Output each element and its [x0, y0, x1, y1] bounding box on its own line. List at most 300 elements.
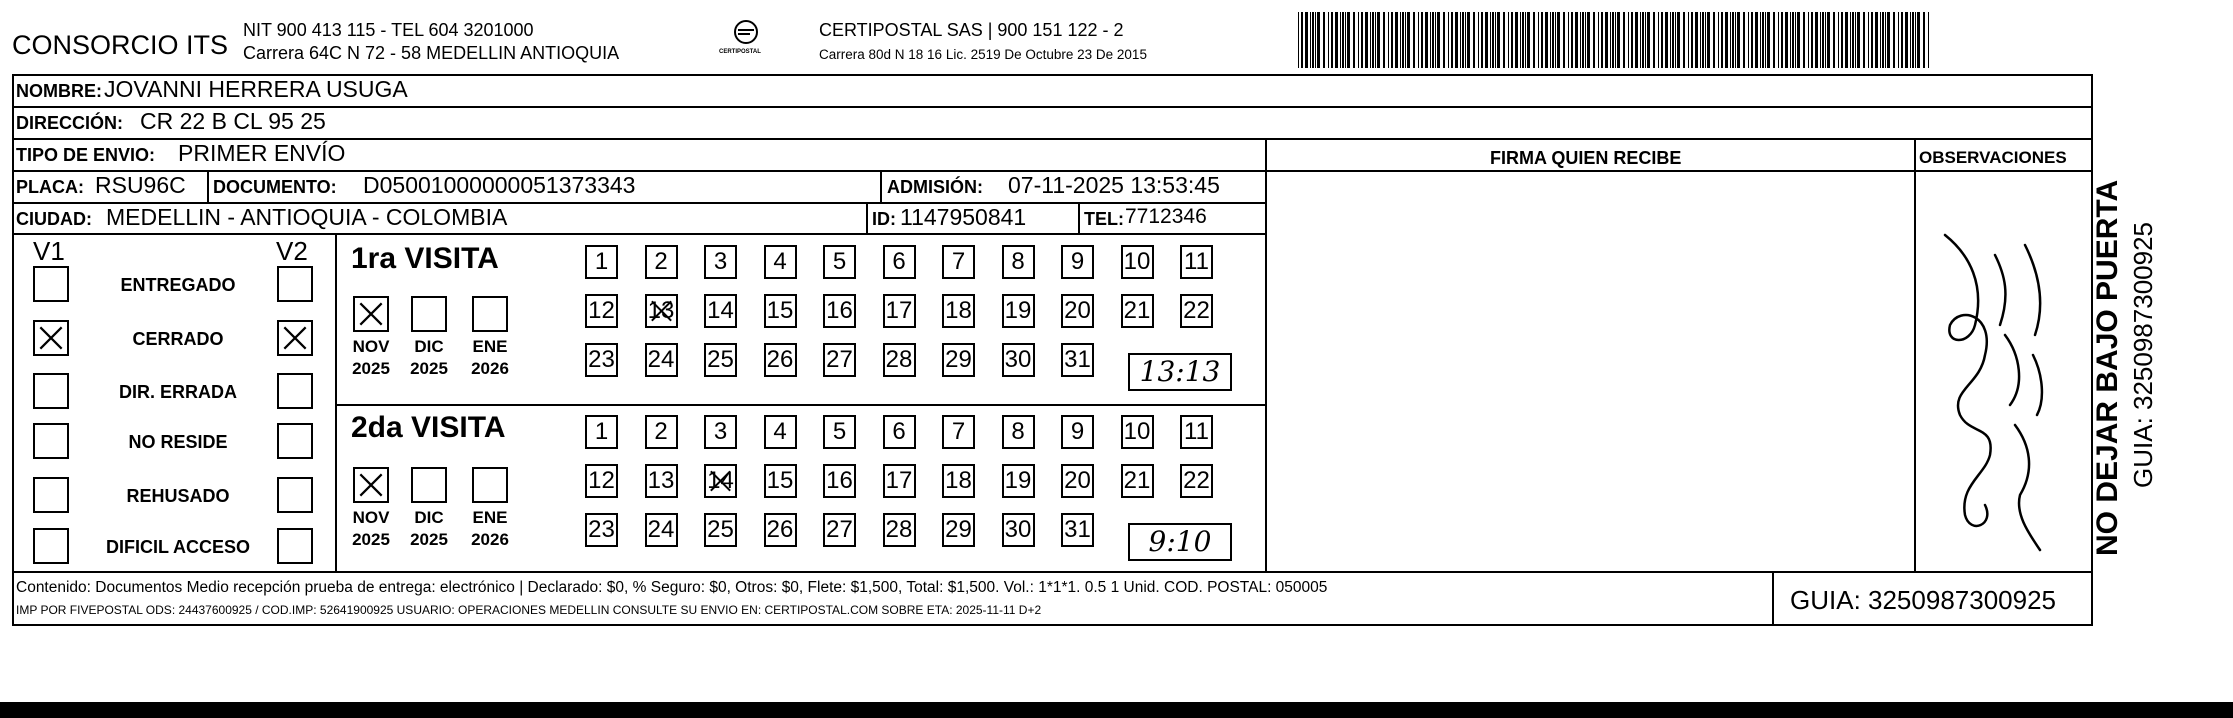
barcode-bar: [1898, 12, 1899, 68]
barcode-bar: [1460, 12, 1461, 68]
barcode-bar: [1631, 12, 1633, 68]
barcode-bar: [1617, 12, 1620, 68]
tel-label: TEL:: [1084, 209, 1124, 229]
second-month-name: ENE: [472, 508, 508, 527]
barcode-bar: [1833, 12, 1835, 68]
barcode-bar: [1342, 12, 1344, 68]
second-day-box[interactable]: 5: [823, 415, 856, 449]
v2-checkbox[interactable]: [277, 320, 313, 356]
barcode-bar: [1735, 12, 1736, 68]
second-day-box[interactable]: 9: [1061, 415, 1094, 449]
first-month-name: ENE: [472, 337, 508, 356]
barcode-bar: [1702, 12, 1704, 68]
first-day-box[interactable]: 20: [1061, 294, 1094, 328]
barcode-bar: [1885, 12, 1886, 68]
barcode-bar: [1375, 12, 1376, 68]
ciudad-label: CIUDAD:: [16, 209, 92, 229]
barcode-bar: [1473, 12, 1475, 68]
barcode-bar: [1792, 12, 1794, 68]
second-day-box[interactable]: 8: [1002, 415, 1035, 449]
documento-value: D05001000000051373343: [363, 172, 636, 198]
barcode-bar: [1743, 12, 1745, 68]
barcode-bar: [1852, 12, 1854, 68]
barcode-bar: [1628, 12, 1629, 68]
barcode-bar: [1760, 12, 1761, 68]
first-day-box[interactable]: 19: [1002, 294, 1035, 328]
barcode-bar: [1515, 12, 1518, 68]
barcode-bar: [1527, 12, 1530, 68]
first-month-checkbox[interactable]: [411, 296, 447, 332]
second-day-box[interactable]: 31: [1061, 513, 1094, 547]
barcode-bar: [1478, 12, 1479, 68]
barcode-bar: [1413, 12, 1415, 68]
barcode-bar: [1435, 12, 1436, 68]
barcode-bar: [1737, 12, 1740, 68]
barcode-bar: [1328, 12, 1329, 68]
barcode-bar: [1538, 12, 1539, 68]
barcode-bar: [1580, 12, 1581, 68]
barcode-bar: [1508, 12, 1509, 68]
barcode-bar: [1912, 12, 1914, 68]
barcode-bar: [1917, 12, 1920, 68]
documento-label: DOCUMENTO:: [213, 177, 337, 197]
footer-imp-line: IMP POR FIVEPOSTAL ODS: 24437600925 / COD.IMP: 52641900925 USUARIO: OPERACIONES MEDELLIN CONSULTE SU ENVIO EN: CERTIPOSTAL.COM SOBRE ETA: 2025-11-11 D+2: [16, 603, 1042, 617]
first-day-box[interactable]: 6: [883, 245, 916, 279]
barcode-bar: [1875, 12, 1878, 68]
barcode-bar: [1585, 12, 1586, 68]
first-month-checkbox[interactable]: [353, 296, 389, 332]
first-day-box[interactable]: 21: [1121, 294, 1154, 328]
second-day-box[interactable]: 29: [942, 513, 975, 547]
second-day-box[interactable]: 19: [1002, 464, 1035, 498]
footer-content-line: Contenido: Documentos Medio recepción prueba de entrega: electrónico | Declarado: $0, % Seguro: $0, Otros: $0, Flete: $1,500, Total: $1,500. Vol.: 1*1*1. 0.5 1 Unid. COD. POSTAL: 050005: [16, 579, 1328, 596]
tipo-envio-value: PRIMER ENVÍO: [178, 140, 346, 166]
v2-checkbox[interactable]: [277, 528, 313, 564]
first-day-box[interactable]: 8: [1002, 245, 1035, 279]
second-day-box[interactable]: 26: [764, 513, 797, 547]
second-day-box[interactable]: 30: [1002, 513, 1035, 547]
barcode-bar: [1437, 12, 1440, 68]
tipo-envio-label: TIPO DE ENVIO:: [16, 145, 156, 165]
barcode-bar: [1725, 12, 1728, 68]
barcode-bar: [1773, 12, 1775, 68]
barcode-bar: [1882, 12, 1884, 68]
barcode-bar: [1335, 12, 1338, 68]
barcode-bar: [1915, 12, 1916, 68]
second-day-box[interactable]: 7: [942, 415, 975, 449]
barcode-bar: [1868, 12, 1869, 68]
first-day-box[interactable]: 7: [942, 245, 975, 279]
second-month-checkbox[interactable]: [472, 467, 508, 503]
second-day-box[interactable]: 16: [823, 464, 856, 498]
first-month-year: 2025: [410, 359, 448, 378]
barcode-bar: [1467, 12, 1470, 68]
first-day-box[interactable]: 27: [823, 343, 856, 377]
barcode-bar: [1451, 12, 1453, 68]
barcode-bar: [1665, 12, 1668, 68]
barcode-bar: [1755, 12, 1758, 68]
direccion-value: CR 22 B CL 95 25: [140, 108, 326, 134]
barcode-bar: [1418, 12, 1419, 68]
logo-text: CERTIPOSTAL: [719, 49, 761, 55]
barcode-bar: [1785, 12, 1788, 68]
barcode-bar: [1443, 12, 1445, 68]
second-day-box[interactable]: 6: [883, 415, 916, 449]
first-day-box[interactable]: 30: [1002, 343, 1035, 377]
v2-checkbox[interactable]: [277, 266, 313, 302]
first-day-box[interactable]: 16: [823, 294, 856, 328]
footer-guia: GUIA: 3250987300925: [1790, 585, 2056, 615]
barcode-bar: [1778, 12, 1779, 68]
barcode-bar: [1845, 12, 1848, 68]
barcode-bar: [1425, 12, 1428, 68]
barcode-bar: [1790, 12, 1791, 68]
second-day-box[interactable]: 4: [764, 415, 797, 449]
nombre-label: NOMBRE:: [16, 81, 102, 101]
first-day-box[interactable]: 3: [704, 245, 737, 279]
first-day-box[interactable]: 29: [942, 343, 975, 377]
reason-label: REHUSADO: [126, 486, 230, 506]
direccion-label: DIRECCIÓN:: [16, 113, 123, 133]
second-month-year: 2026: [471, 530, 509, 549]
id-value: 1147950841: [900, 204, 1027, 230]
barcode-bar: [1305, 12, 1308, 68]
v2-checkbox[interactable]: [277, 477, 313, 513]
bottom-bar: [0, 702, 2233, 718]
barcode: [1298, 12, 1933, 68]
barcode-bar: [1850, 12, 1851, 68]
barcode-bar: [1707, 12, 1710, 68]
barcode-bar: [1323, 12, 1325, 68]
v1-checkbox[interactable]: [33, 373, 69, 409]
first-month-year: 2025: [352, 359, 390, 378]
first-day-box[interactable]: 5: [823, 245, 856, 279]
first-day-box[interactable]: 10: [1121, 245, 1154, 279]
barcode-bar: [1598, 12, 1599, 68]
barcode-bar: [1340, 12, 1341, 68]
barcode-bar: [1751, 12, 1753, 68]
first-day-box[interactable]: 26: [764, 343, 797, 377]
barcode-bar: [1520, 12, 1521, 68]
barcode-bar: [1593, 12, 1595, 68]
first-day-box[interactable]: 15: [764, 294, 797, 328]
barcode-bar: [1601, 12, 1603, 68]
barcode-bar: [1555, 12, 1556, 68]
first-visit-time: 13:13: [1128, 353, 1232, 391]
barcode-bar: [1347, 12, 1350, 68]
barcode-bar: [1533, 12, 1535, 68]
barcode-bar: [1871, 12, 1873, 68]
second-month-checkbox[interactable]: [411, 467, 447, 503]
first-day-box[interactable]: 31: [1061, 343, 1094, 377]
second-day-box[interactable]: 22: [1180, 464, 1213, 498]
second-day-box[interactable]: 25: [704, 513, 737, 547]
second-day-box[interactable]: 2: [645, 415, 678, 449]
barcode-bar: [1481, 12, 1483, 68]
placa-value: RSU96C: [95, 172, 186, 198]
barcode-bar: [1808, 12, 1809, 68]
barcode-bar: [1557, 12, 1560, 68]
barcode-bar: [1661, 12, 1663, 68]
barcode-bar: [1713, 12, 1715, 68]
barcode-bar: [1718, 12, 1719, 68]
barcode-bar: [1647, 12, 1650, 68]
barcode-bar: [1407, 12, 1410, 68]
second-day-box[interactable]: 20: [1061, 464, 1094, 498]
second-day-box[interactable]: 24: [645, 513, 678, 547]
admision-value: 07-11-2025 13:53:45: [1008, 172, 1220, 198]
barcode-bar: [1640, 12, 1641, 68]
barcode-bar: [1587, 12, 1590, 68]
barcode-bar: [1923, 12, 1925, 68]
second-day-box[interactable]: 17: [883, 464, 916, 498]
barcode-bar: [1905, 12, 1908, 68]
barcode-bar: [1732, 12, 1734, 68]
first-day-box[interactable]: 4: [764, 245, 797, 279]
barcode-bar: [1855, 12, 1856, 68]
barcode-bar: [1383, 12, 1385, 68]
barcode-bar: [1721, 12, 1723, 68]
barcode-bar: [1497, 12, 1500, 68]
barcode-bar: [1700, 12, 1701, 68]
first-day-box[interactable]: 23: [585, 343, 618, 377]
barcode-bar: [1623, 12, 1625, 68]
second-day-box[interactable]: 15: [764, 464, 797, 498]
barcode-bar: [1811, 12, 1813, 68]
barcode-bar: [1841, 12, 1843, 68]
first-day-box[interactable]: 12: [585, 294, 618, 328]
barcode-bar: [1677, 12, 1680, 68]
first-day-box[interactable]: 18: [942, 294, 975, 328]
second-visit-title: 2da VISITA: [351, 411, 506, 444]
barcode-bar: [1495, 12, 1496, 68]
barcode-bar: [1370, 12, 1371, 68]
barcode-bar: [1582, 12, 1584, 68]
barcode-bar: [1298, 12, 1299, 68]
v2-checkbox[interactable]: [277, 373, 313, 409]
observations-header: OBSERVACIONES: [1919, 148, 2067, 167]
barcode-bar: [1301, 12, 1303, 68]
barcode-bar: [1317, 12, 1320, 68]
second-day-box[interactable]: 3: [704, 415, 737, 449]
second-day-box[interactable]: 21: [1121, 464, 1154, 498]
second-day-box[interactable]: 1: [585, 415, 618, 449]
second-month-name: DIC: [414, 508, 444, 527]
first-day-box[interactable]: 22: [1180, 294, 1213, 328]
second-day-box[interactable]: 11: [1180, 415, 1213, 449]
barcode-bar: [1612, 12, 1614, 68]
v1-header: V1: [33, 236, 65, 266]
first-month-name: DIC: [414, 337, 444, 356]
second-month-name: NOV: [352, 508, 390, 527]
reason-label: CERRADO: [132, 329, 224, 349]
barcode-bar: [1635, 12, 1638, 68]
barcode-bar: [1672, 12, 1674, 68]
courier-name: CERTIPOSTAL SAS | 900 151 122 - 2: [819, 20, 1124, 40]
tel-value: 7712346: [1125, 205, 1207, 228]
barcode-bar: [1928, 12, 1929, 68]
barcode-bar: [1462, 12, 1464, 68]
barcode-bar: [1765, 12, 1766, 68]
first-day-box[interactable]: 11: [1180, 245, 1213, 279]
barcode-bar: [1797, 12, 1800, 68]
barcode-bar: [1430, 12, 1431, 68]
second-day-box[interactable]: 23: [585, 513, 618, 547]
barcode-bar: [1353, 12, 1355, 68]
company-name: CONSORCIO ITS: [12, 30, 229, 60]
first-day-box[interactable]: 13: [645, 294, 678, 328]
second-day-box[interactable]: 28: [883, 513, 916, 547]
barcode-bar: [1550, 12, 1551, 68]
barcode-bar: [1825, 12, 1826, 68]
barcode-bar: [1575, 12, 1578, 68]
barcode-bar: [1683, 12, 1685, 68]
second-month-year: 2025: [352, 530, 390, 549]
barcode-bar: [1361, 12, 1363, 68]
first-day-box[interactable]: 9: [1061, 245, 1094, 279]
barcode-bar: [1432, 12, 1434, 68]
barcode-bar: [1675, 12, 1676, 68]
v2-checkbox[interactable]: [277, 423, 313, 459]
barcode-bar: [1563, 12, 1565, 68]
second-day-box[interactable]: 18: [942, 464, 975, 498]
reason-label: ENTREGADO: [120, 275, 236, 295]
barcode-bar: [1552, 12, 1554, 68]
barcode-bar: [1762, 12, 1764, 68]
barcode-bar: [1400, 12, 1401, 68]
reason-label: DIFICIL ACCESO: [105, 537, 250, 557]
barcode-bar: [1695, 12, 1698, 68]
barcode-bar: [1781, 12, 1783, 68]
barcode-bar: [1795, 12, 1796, 68]
barcode-bar: [1730, 12, 1731, 68]
company-nit-tel: NIT 900 413 115 - TEL 604 3201000: [243, 20, 534, 40]
v1-checkbox[interactable]: [33, 320, 69, 356]
barcode-bar: [1822, 12, 1824, 68]
barcode-bar: [1815, 12, 1818, 68]
barcode-bar: [1377, 12, 1380, 68]
barcode-bar: [1838, 12, 1839, 68]
barcode-bar: [1545, 12, 1548, 68]
barcode-bar: [1653, 12, 1655, 68]
barcode-bar: [1568, 12, 1569, 68]
barcode-bar: [1901, 12, 1903, 68]
barcode-bar: [1688, 12, 1689, 68]
reason-label: DIR. ERRADA: [118, 382, 237, 402]
barcode-bar: [1312, 12, 1314, 68]
barcode-bar: [1485, 12, 1488, 68]
second-day-box[interactable]: 13: [645, 464, 678, 498]
v1-checkbox[interactable]: [33, 477, 69, 513]
first-day-box[interactable]: 24: [645, 343, 678, 377]
first-day-box[interactable]: 1: [585, 245, 618, 279]
placa-label: PLACA:: [16, 177, 84, 197]
signature-image: [1925, 215, 2065, 565]
barcode-bar: [1490, 12, 1491, 68]
id-label: ID:: [872, 209, 896, 229]
barcode-bar: [1315, 12, 1316, 68]
barcode-bar: [1465, 12, 1466, 68]
barcode-bar: [1421, 12, 1423, 68]
v1-checkbox[interactable]: [33, 423, 69, 459]
barcode-bar: [1455, 12, 1458, 68]
ciudad-value: MEDELLIN - ANTIOQUIA - COLOMBIA: [106, 204, 508, 230]
second-day-box[interactable]: 27: [823, 513, 856, 547]
barcode-bar: [1388, 12, 1389, 68]
second-month-year: 2025: [410, 530, 448, 549]
first-day-box[interactable]: 2: [645, 245, 678, 279]
signature-header: FIRMA QUIEN RECIBE: [1490, 148, 1682, 168]
v1-checkbox[interactable]: [33, 528, 69, 564]
barcode-bar: [1691, 12, 1693, 68]
barcode-bar: [1511, 12, 1513, 68]
second-day-box[interactable]: 10: [1121, 415, 1154, 449]
first-visit-title: 1ra VISITA: [351, 242, 499, 275]
barcode-bar: [1803, 12, 1805, 68]
barcode-bar: [1503, 12, 1505, 68]
second-month-checkbox[interactable]: [353, 467, 389, 503]
barcode-bar: [1767, 12, 1770, 68]
first-day-box[interactable]: 17: [883, 294, 916, 328]
nombre-value: JOVANNI HERRERA USUGA: [104, 76, 408, 102]
barcode-bar: [1448, 12, 1449, 68]
barcode-bar: [1748, 12, 1749, 68]
barcode-bar: [1405, 12, 1406, 68]
first-day-box[interactable]: 28: [883, 343, 916, 377]
barcode-bar: [1880, 12, 1881, 68]
barcode-bar: [1541, 12, 1543, 68]
barcode-bar: [1571, 12, 1573, 68]
barcode-bar: [1522, 12, 1524, 68]
barcode-bar: [1615, 12, 1616, 68]
second-visit-time: 9:10: [1128, 523, 1232, 561]
first-month-year: 2026: [471, 359, 509, 378]
barcode-bar: [1310, 12, 1311, 68]
barcode-bar: [1358, 12, 1359, 68]
first-day-box[interactable]: 14: [704, 294, 737, 328]
barcode-bar: [1365, 12, 1368, 68]
barcode-bar: [1887, 12, 1890, 68]
barcode-bar: [1610, 12, 1611, 68]
barcode-bar: [1645, 12, 1646, 68]
barcode-bar: [1391, 12, 1393, 68]
reason-label: NO RESIDE: [128, 432, 228, 452]
first-day-box[interactable]: 25: [704, 343, 737, 377]
barcode-bar: [1670, 12, 1671, 68]
barcode-bar: [1605, 12, 1608, 68]
barcode-bar: [1345, 12, 1346, 68]
barcode-bar: [1642, 12, 1644, 68]
barcode-bar: [1893, 12, 1895, 68]
second-day-box[interactable]: 12: [585, 464, 618, 498]
first-month-name: NOV: [352, 337, 390, 356]
company-address: Carrera 64C N 72 - 58 MEDELLIN ANTIOQUIA: [243, 43, 620, 63]
certipostal-logo: [716, 16, 776, 64]
admision-label: ADMISIÓN:: [887, 177, 983, 197]
barcode-bar: [1820, 12, 1821, 68]
barcode-bar: [1658, 12, 1659, 68]
barcode-bar: [1863, 12, 1865, 68]
barcode-bar: [1827, 12, 1830, 68]
second-day-box[interactable]: 14: [704, 464, 737, 498]
v2-header: V2: [276, 236, 308, 266]
barcode-bar: [1910, 12, 1911, 68]
barcode-bar: [1395, 12, 1398, 68]
barcode-bar: [1705, 12, 1706, 68]
barcode-bar: [1372, 12, 1374, 68]
v1-checkbox[interactable]: [33, 266, 69, 302]
first-month-checkbox[interactable]: [472, 296, 508, 332]
